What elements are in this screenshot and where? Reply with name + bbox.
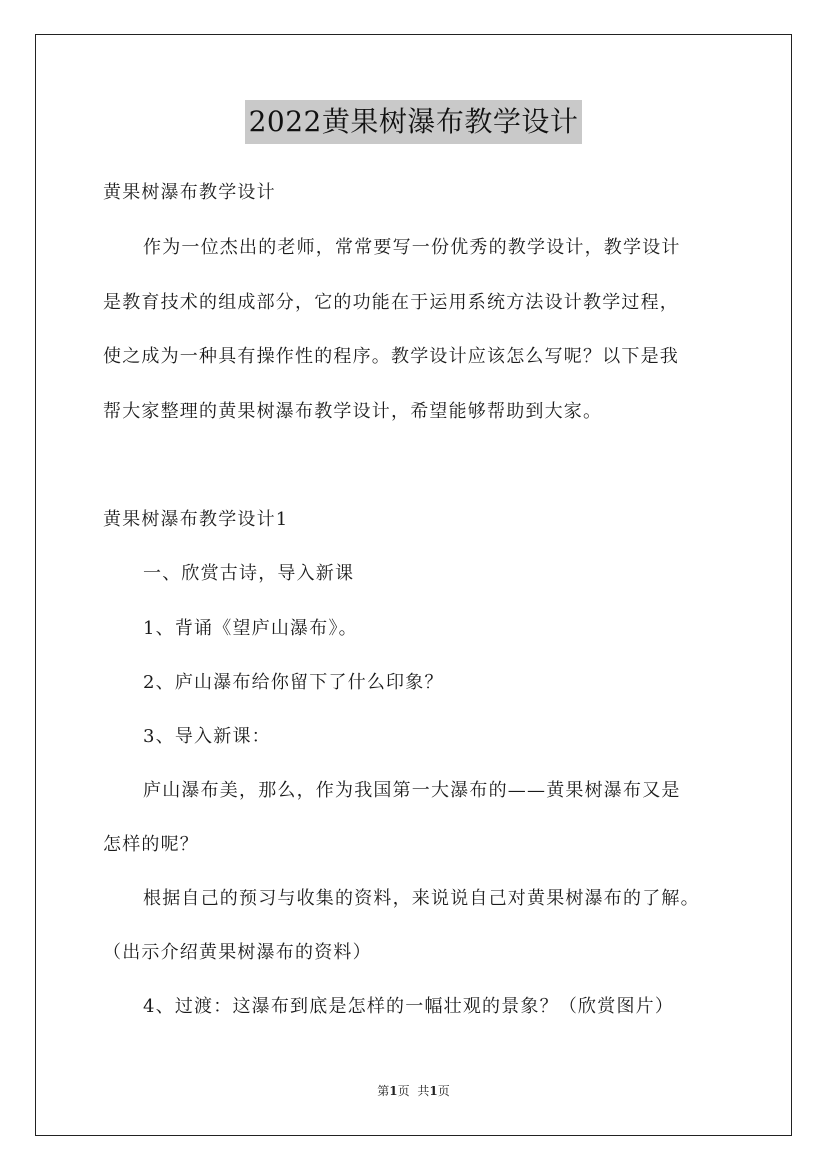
- body-line-9: 4、过渡：这瀑布到底是怎样的一幅壮观的景象？（欣赏图片）: [143, 996, 675, 1017]
- intro-line-4: 帮大家整理的黄果树瀑布教学设计，希望能够帮助到大家。: [103, 401, 603, 422]
- footer-total-number: 1: [429, 1084, 438, 1098]
- footer-total-suffix: 页: [437, 1084, 450, 1098]
- body-line-2: 1、背诵《望庐山瀑布》。: [143, 618, 358, 639]
- document-subtitle: 黄果树瀑布教学设计: [103, 182, 276, 203]
- body-line-1: 一、欣赏古诗，导入新课: [143, 563, 355, 584]
- body-line-6: 怎样的呢？: [103, 834, 199, 855]
- footer-page-suffix: 页: [397, 1084, 410, 1098]
- body-line-3: 2、庐山瀑布给你留下了什么印象？: [143, 672, 444, 693]
- body-line-8: （出示介绍黄果树瀑布的资料）: [103, 942, 372, 963]
- body-line-7: 根据自己的预习与收集的资料，来说说自己对黄果树瀑布的了解。: [143, 888, 700, 909]
- intro-line-3: 使之成为一种具有操作性的程序。教学设计应该怎么写呢？以下是我: [103, 346, 679, 367]
- footer-page-prefix: 第: [377, 1084, 390, 1098]
- document-title: 2022黄果树瀑布教学设计: [245, 100, 583, 144]
- footer-total-prefix: 共: [417, 1084, 430, 1098]
- intro-line-2: 是教育技术的组成部分，它的功能在于运用系统方法设计教学过程，: [103, 292, 679, 313]
- body-line-4: 3、导入新课：: [143, 726, 271, 747]
- section-heading: 黄果树瀑布教学设计1: [103, 509, 289, 530]
- body-line-5: 庐山瀑布美，那么，作为我国第一大瀑布的——黄果树瀑布又是: [143, 780, 681, 801]
- intro-line-1: 作为一位杰出的老师，常常要写一份优秀的教学设计，教学设计: [143, 237, 681, 258]
- footer-page-number: 1: [389, 1084, 398, 1098]
- page-footer: [0, 1083, 827, 1099]
- title-container: [0, 100, 827, 144]
